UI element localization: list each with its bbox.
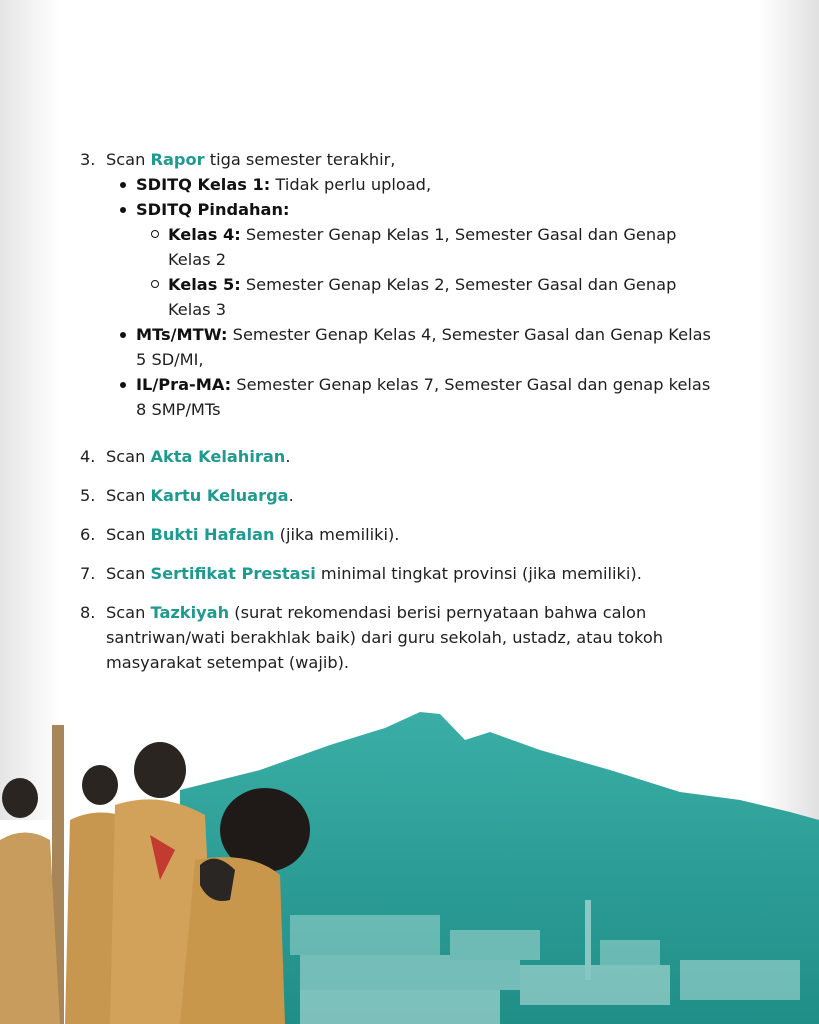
item-text: . xyxy=(288,486,294,505)
right-edge-shadow xyxy=(759,0,819,820)
list-item-rapor xyxy=(80,147,720,422)
nested-item-text: Semester Genap Kelas 1, Semester Gasal dan Genap Kelas 2 xyxy=(168,225,677,269)
sublist-item xyxy=(136,372,720,422)
list-item-kk xyxy=(80,483,720,508)
item-highlight: Kartu Keluarga xyxy=(150,486,289,505)
item-prefix: Scan xyxy=(106,486,151,505)
item-number: 3. xyxy=(80,150,96,169)
sublist-item xyxy=(136,322,720,372)
item-highlight: Tazkiyah xyxy=(150,603,230,622)
item-prefix: Scan xyxy=(106,525,151,544)
item-prefix: Scan xyxy=(106,603,151,622)
sub-item-label: MTs/MTW: xyxy=(136,325,228,344)
item-number: 4. xyxy=(80,447,96,466)
sub-item-label: SDITQ Pindahan: xyxy=(136,200,290,219)
item-prefix: Scan xyxy=(106,564,151,583)
item-text: minimal tingkat provinsi (jika memiliki). xyxy=(315,564,642,583)
nested-item-label: Kelas 5: xyxy=(168,275,241,294)
item-prefix: Scan xyxy=(106,447,151,466)
pindahan-sublist xyxy=(136,222,720,322)
item-number: 7. xyxy=(80,564,96,583)
sublist-item xyxy=(136,172,720,197)
item-number: 5. xyxy=(80,486,96,505)
nested-item-text: Semester Genap Kelas 2, Semester Gasal dan Genap Kelas 3 xyxy=(168,275,677,319)
nested-sublist-item xyxy=(168,272,720,322)
item-text: . xyxy=(285,447,291,466)
item-prefix: Scan xyxy=(106,150,151,169)
sub-item-text: Tidak perlu upload, xyxy=(270,175,432,194)
item-text: tiga semester terakhir, xyxy=(204,150,396,169)
list-item-sertifikat xyxy=(80,561,720,586)
sub-item-text: Semester Genap Kelas 4, Semester Gasal dan Genap Kelas 5 SD/MI, xyxy=(136,325,711,369)
sublist-item xyxy=(136,197,720,322)
nested-item-label: Kelas 4: xyxy=(168,225,241,244)
requirements-list xyxy=(80,147,720,689)
rapor-sublist xyxy=(106,172,720,422)
left-edge-shadow xyxy=(0,0,60,820)
sub-item-text: Semester Genap kelas 7, Semester Gasal dan genap kelas 8 SMP/MTs xyxy=(136,375,711,419)
sub-item-label: SDITQ Kelas 1: xyxy=(136,175,271,194)
item-highlight: Rapor xyxy=(150,150,205,169)
list-item-hafalan xyxy=(80,522,720,547)
item-text: (surat rekomendasi berisi pernyataan bahwa calon santriwan/wati berakhlak baik) dari guru sekolah, ustadz, atau tokoh masyarakat setempat (wajib). xyxy=(106,603,664,672)
item-number: 6. xyxy=(80,525,96,544)
item-highlight: Akta Kelahiran xyxy=(150,447,286,466)
item-highlight: Bukti Hafalan xyxy=(150,525,275,544)
document-list xyxy=(80,147,720,675)
list-item-akta xyxy=(80,444,720,469)
nested-sublist-item xyxy=(168,222,720,272)
list-item-tazkiyah xyxy=(80,600,720,675)
item-number: 8. xyxy=(80,603,96,622)
item-text: (jika memiliki). xyxy=(274,525,400,544)
item-highlight: Sertifikat Prestasi xyxy=(150,564,316,583)
sub-item-label: IL/Pra-MA: xyxy=(136,375,232,394)
footer-illustration xyxy=(0,700,819,1024)
